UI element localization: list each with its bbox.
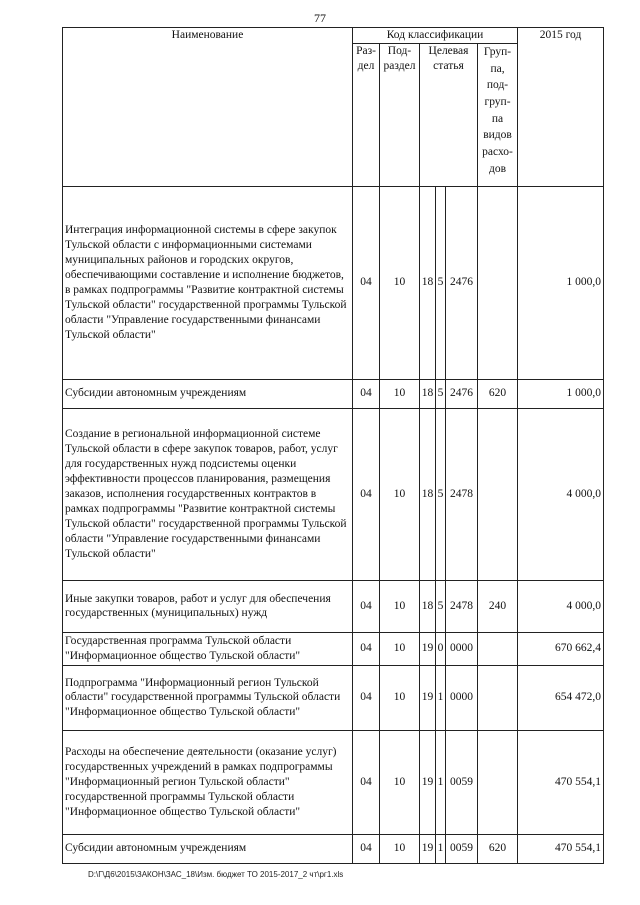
row-name: Расходы на обеспечение деятельности (оказание услуг) государственных учреждений в рамках подпрограммы "Информационный регион Тульской области" государственной программы Тульской области "Информационное общество Тульской области" [63, 730, 353, 834]
row-target-direction: 2478 [446, 408, 478, 580]
row-expense-group [478, 408, 518, 580]
row-target-direction: 0059 [446, 834, 478, 863]
row-podrazdel: 10 [380, 580, 420, 632]
row-razdel: 04 [353, 408, 380, 580]
row-expense-group [478, 632, 518, 665]
row-amount: 1 000,0 [518, 379, 604, 408]
row-name: Субсидии автономным учреждениям [63, 379, 353, 408]
row-name: Субсидии автономным учреждениям [63, 834, 353, 863]
row-target-subprogram: 1 [436, 834, 446, 863]
row-amount: 670 662,4 [518, 632, 604, 665]
row-target-subprogram: 5 [436, 186, 446, 379]
header-razdel: Раз- дел [353, 43, 380, 186]
row-podrazdel: 10 [380, 186, 420, 379]
header-code-group: Код классификации [353, 28, 518, 44]
row-target-direction: 0059 [446, 730, 478, 834]
row-target-program: 19 [420, 632, 436, 665]
header-group: Груп- па, под- груп- па видов расхо- дов [478, 43, 518, 186]
row-name: Создание в региональной информационной системе Тульской области в сфере закупок товаров, работ, услуг для государственных нужд подсистемы оценки эффективности процессов планирования, размещения заказов, исполнения государственных контрактов в рамках подпрограммы "Развитие контрактной системы Тульской области" государственной программы Тульской области "Управление государственными финансами Тульской области" [63, 408, 353, 580]
row-podrazdel: 10 [380, 632, 420, 665]
row-target-subprogram: 1 [436, 665, 446, 730]
row-name: Подпрограмма "Информационный регион Тульской области" государственной программы Тульской области "Информационное общество Тульской области" [63, 665, 353, 730]
row-target-subprogram: 5 [436, 408, 446, 580]
row-target-program: 18 [420, 408, 436, 580]
table-row [63, 665, 604, 730]
row-amount: 470 554,1 [518, 730, 604, 834]
row-razdel: 04 [353, 834, 380, 863]
row-podrazdel: 10 [380, 408, 420, 580]
row-razdel: 04 [353, 730, 380, 834]
row-razdel: 04 [353, 186, 380, 379]
budget-table [62, 27, 604, 864]
row-name: Интеграция информационной системы в сфере закупок Тульской области с информационными системами муниципальных районов и городских округов, обеспечивающими составление и исполнение бюджетов, в рамках подпрограммы "Развитие контрактной системы Тульской области" государственной программы Тульской области "Управление государственными финансами Тульской области" [63, 186, 353, 379]
row-expense-group [478, 730, 518, 834]
header-year: 2015 год [518, 28, 604, 187]
row-amount: 4 000,0 [518, 580, 604, 632]
row-target-program: 18 [420, 379, 436, 408]
table-row [63, 408, 604, 580]
row-target-direction: 2476 [446, 379, 478, 408]
table-row [63, 834, 604, 863]
row-target-subprogram: 1 [436, 730, 446, 834]
row-razdel: 04 [353, 580, 380, 632]
row-expense-group [478, 665, 518, 730]
row-target-subprogram: 5 [436, 580, 446, 632]
row-target-program: 19 [420, 665, 436, 730]
row-expense-group: 620 [478, 834, 518, 863]
row-target-program: 19 [420, 834, 436, 863]
row-target-direction: 0000 [446, 665, 478, 730]
row-razdel: 04 [353, 665, 380, 730]
row-amount: 1 000,0 [518, 186, 604, 379]
row-expense-group [478, 186, 518, 379]
table-body [63, 186, 604, 863]
row-target-program: 18 [420, 580, 436, 632]
row-razdel: 04 [353, 379, 380, 408]
row-name: Государственная программа Тульской области "Информационное общество Тульской области" [63, 632, 353, 665]
row-podrazdel: 10 [380, 665, 420, 730]
row-target-direction: 2476 [446, 186, 478, 379]
table-row [63, 379, 604, 408]
row-podrazdel: 10 [380, 379, 420, 408]
table-row [63, 730, 604, 834]
row-podrazdel: 10 [380, 834, 420, 863]
row-podrazdel: 10 [380, 730, 420, 834]
row-name: Иные закупки товаров, работ и услуг для обеспечения государственных (муниципальных) нужд [63, 580, 353, 632]
row-target-direction: 0000 [446, 632, 478, 665]
row-target-program: 18 [420, 186, 436, 379]
row-amount: 470 554,1 [518, 834, 604, 863]
row-target-subprogram: 5 [436, 379, 446, 408]
table-row [63, 186, 604, 379]
header-target: Целевая статья [420, 43, 478, 186]
row-amount: 654 472,0 [518, 665, 604, 730]
row-razdel: 04 [353, 632, 380, 665]
table-row [63, 580, 604, 632]
header-podrazdel: Под- раздел [380, 43, 420, 186]
row-target-direction: 2478 [446, 580, 478, 632]
row-amount: 4 000,0 [518, 408, 604, 580]
footer-file-path: D:\Г\Д6\2015\ЗАКОН\ЗАС_18\Изм. бюджет ТО 2015-2017_2 чт\рг1.xls [88, 870, 344, 879]
row-expense-group: 620 [478, 379, 518, 408]
header-name: Наименование [63, 28, 353, 187]
row-target-subprogram: 0 [436, 632, 446, 665]
row-target-program: 19 [420, 730, 436, 834]
page-number: 77 [314, 11, 326, 25]
table-row [63, 632, 604, 665]
row-expense-group: 240 [478, 580, 518, 632]
